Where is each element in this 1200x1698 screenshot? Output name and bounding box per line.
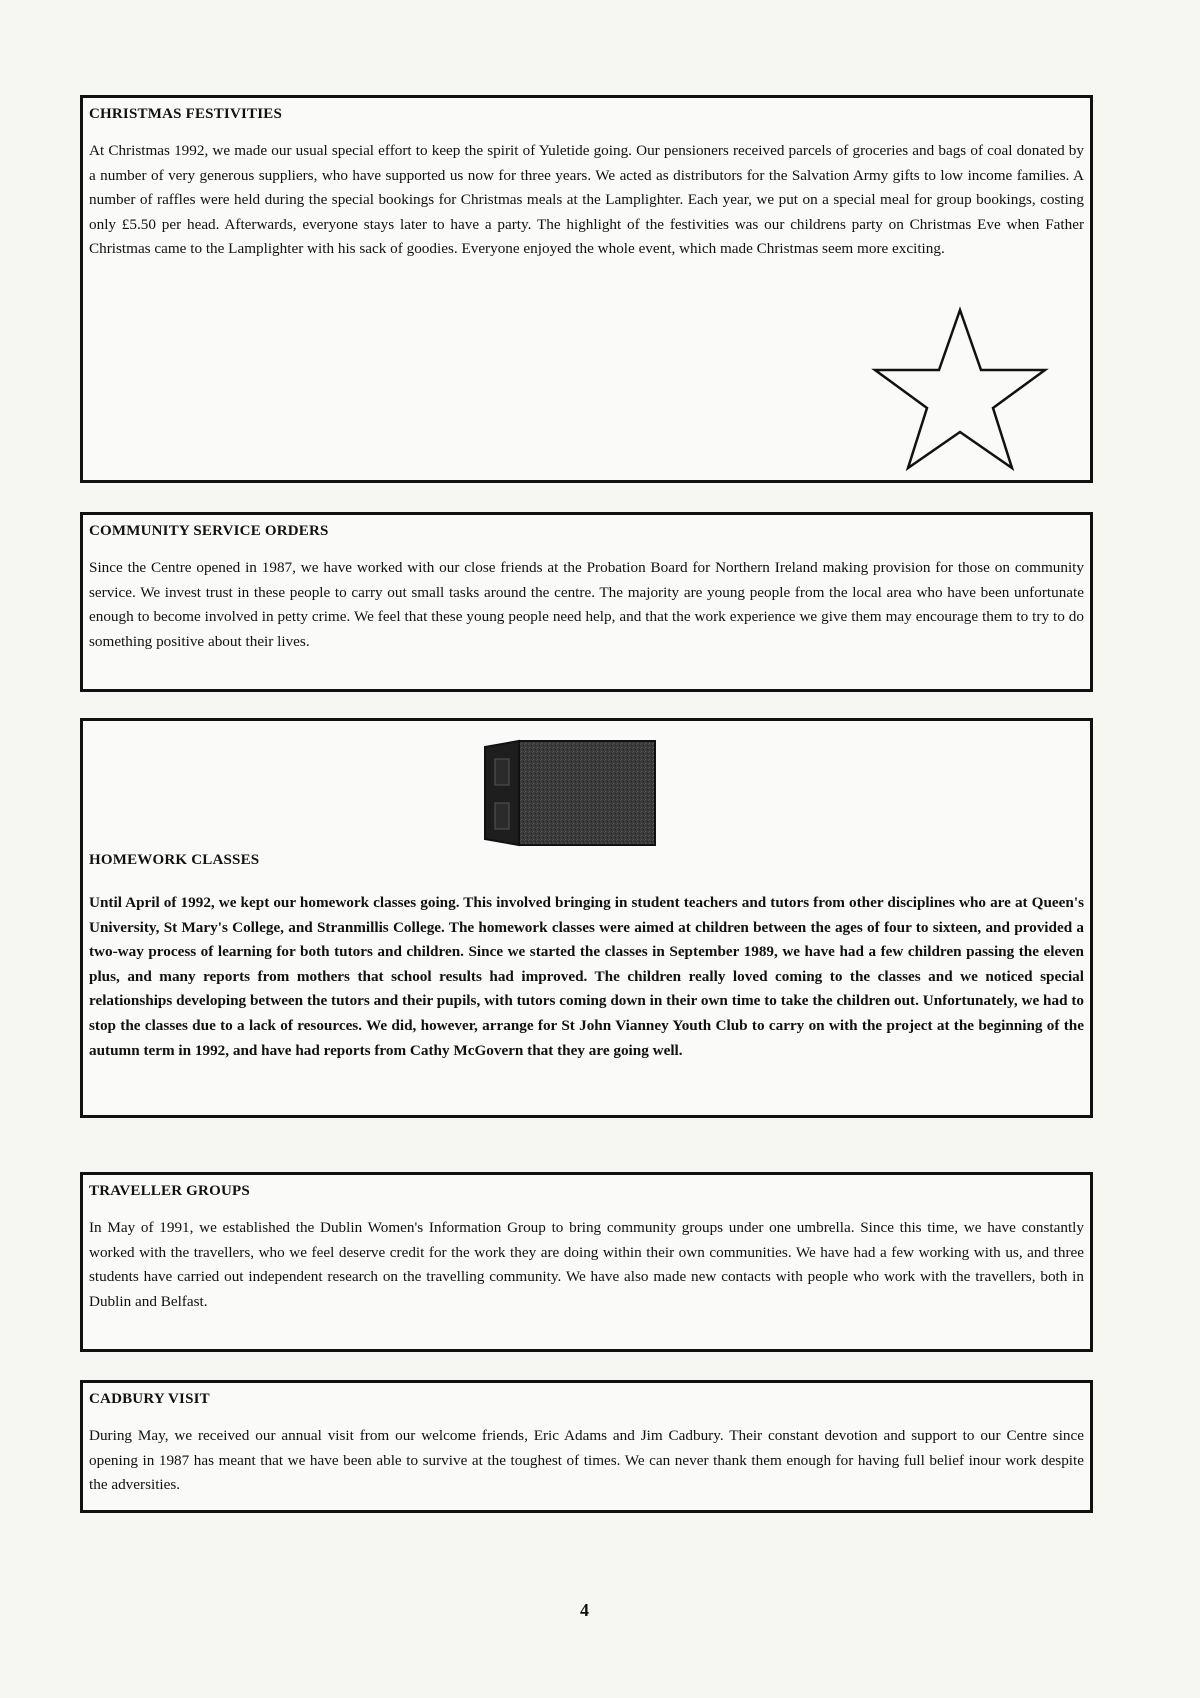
section-cadbury-visit [80,1380,1093,1513]
section-heading: CHRISTMAS FESTIVITIES [89,106,283,122]
section-traveller-groups [80,1172,1093,1352]
section-heading: HOMEWORK CLASSES [89,852,260,868]
section-heading: CADBURY VISIT [89,1391,210,1407]
section-body: During May, we received our annual visit from our welcome friends, Eric Adams and Jim Cadbury. Their constant devotion and support to our Centre since opening in 1987 has meant that we have been able to survive at the toughest of times. We can never thank them enough for having full belief inour work despite the adversities. [89,1427,1084,1494]
section-body: In May of 1991, we established the Dublin Women's Information Group to bring community groups under one umbrella. Since this time, we have constantly worked with the travellers, who we feel deserve credit for the work they are doing within their own communities. We have had a few working with us, and three students have carried out independent research on the travelling community. We have also made new contacts with people who work with the travellers, both in Dublin and Belfast. [89,1219,1084,1310]
section-community-service-orders [80,512,1093,692]
section-heading: COMMUNITY SERVICE ORDERS [89,523,329,539]
section-body: Since the Centre opened in 1987, we have worked with our close friends at the Probation Board for Northern Ireland making provision for those on community service. We invest trust in these people to carry out small tasks around the centre. The majority are young people from the local area who have been unfortunate enough to become involved in petty crime. We feel that these young people need help, and that the work experience we give them may encourage them to try to do something positive about their lives. [89,559,1084,650]
section-homework-classes [80,718,1093,1118]
section-heading: TRAVELLER GROUPS [89,1183,250,1199]
star-icon [870,304,1050,474]
binder-icon [481,731,661,849]
section-body: Until April of 1992, we kept our homework classes going. This involved bringing in student teachers and tutors from other disciplines who are at Queen's University, St Mary's College, and Stranmillis College. The homework classes were aimed at children between the ages of four to sixteen, and provided a two-way process of learning for both tutors and children. Since we started the classes in September 1989, we have had a few children passing the eleven plus, and many reports from mothers that school results had improved. The children really loved coming to the classes and we noticed special relationships developing between the tutors and their pupils, with tutors coming down in their own time to take the children out. Unfortunately, we had to stop the classes due to a lack of resources. We did, however, arrange for St John Vianney Youth Club to carry on with the project at the beginning of the autumn term in 1992, and have had reports from Cathy McGovern that they are going well. [89,894,1084,1059]
section-body: At Christmas 1992, we made our usual special effort to keep the spirit of Yuletide going. Our pensioners received parcels of groceries and bags of coal donated by a number of very generous suppliers, who have supported us now for three years. We acted as distributors for the Salvation Army gifts to low income families. A number of raffles were held during the special bookings for Christmas meals at the Lamplighter. Each year, we put on a special meal for group bookings, costing only £5.50 per head. Afterwards, everyone stays later to have a party. The highlight of the festivities was our childrens party on Christmas Eve when Father Christmas came to the Lamplighter with his sack of goodies. Everyone enjoyed the whole event, which made Christmas seem more exciting. [89,142,1084,258]
page-number: 4 [580,1600,589,1620]
section-christmas-festivities [80,95,1093,483]
